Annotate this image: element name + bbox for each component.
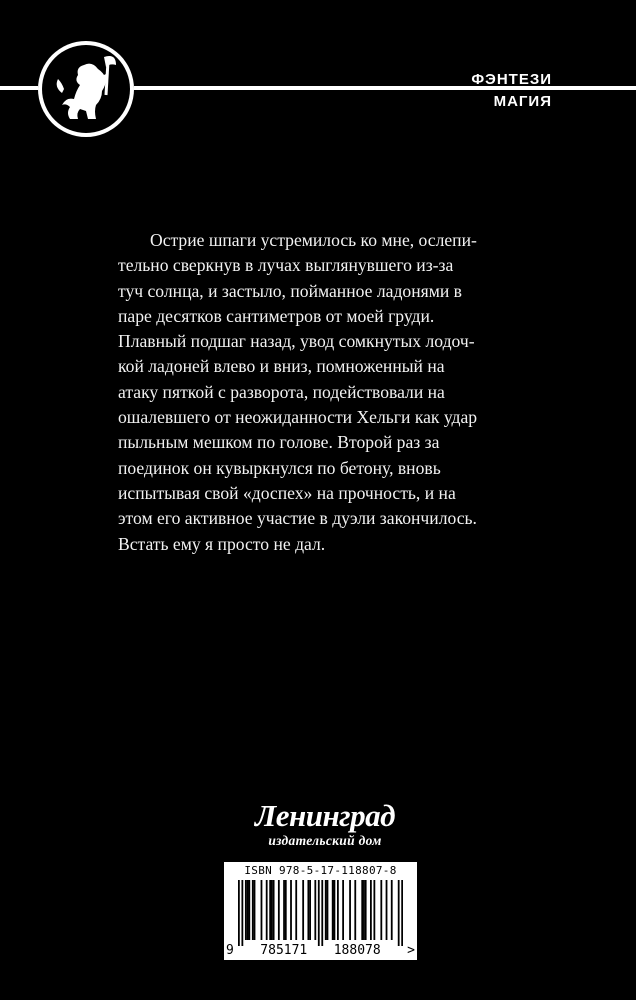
blurb-line: поединок он кувыркнулся по бетону, вновь [118,457,441,478]
barcode-bar [337,880,339,940]
barcode-bar [283,880,285,940]
blurb-line: туч солнца, и застыло, пойманное ладонями в [118,280,462,301]
barcode-bars [238,880,403,946]
barcode-bar [380,880,382,940]
barcode-bar [295,880,297,940]
barcode-bar [334,880,336,940]
genre-fantasy: ФЭНТЕЗИ [471,71,552,88]
barcode-bar [247,880,249,940]
barcode-bar [252,880,254,940]
blurb-line: Встать ему я просто не дал. [118,533,326,554]
top-rule-right [134,86,636,90]
blurb-line: кой ладоней влево и вниз, помноженный на [118,356,445,377]
blurb-line: паре десятков сантиметров от моей груди. [118,305,435,326]
barcode-bar [245,880,247,940]
publisher-subtitle: издательский дом [268,833,382,848]
barcode-bar [241,880,243,946]
barcode-bar [271,880,273,940]
barcode-bar [332,880,334,940]
back-cover-blurb [118,228,500,557]
barcode-block [224,862,417,960]
blurb-line: испытывая свой «доспех» на прочность, и на [118,482,456,503]
genre-labels [471,68,552,114]
blurb-line: ошалевшего от неожиданности Хельги как удар [118,407,478,428]
barcode-bar [354,880,356,940]
barcode-bar [278,880,280,940]
barcode-bar [327,880,329,940]
ean-tail-mark: > [407,943,415,958]
barcode-bar [302,880,304,940]
isbn-text: ISBN 978-5-17-118807-8 [244,864,397,877]
ean-digits [226,943,415,958]
barcode-bar [363,880,365,940]
barcode-bar [309,880,311,940]
publisher-logo [225,800,425,848]
barcode-bar [342,880,344,940]
genre-magic: МАГИЯ [493,93,552,110]
barcode-bar [361,880,363,940]
blurb-line: Острие шпаги устремилось ко мне, ослепи- [150,230,477,250]
top-rule-left [0,86,38,90]
blurb-line: этом его активное участие в дуэли закончилось. [118,508,477,529]
barcode-bar [349,880,351,940]
blurb-line: атаку пяткой с разворота, подействовали на [118,381,445,402]
barcode-bar [401,880,403,946]
barcode-bar [307,880,309,940]
barcode-bar [254,880,256,940]
blurb-line: пыльным мешком по голове. Второй раз за [118,432,440,453]
barcode-bar [370,880,372,940]
barcode-bar [273,880,275,940]
barcode-bar [266,880,268,940]
barcode-bar [269,880,271,940]
barcode-bar [285,880,287,940]
blurb-line: тельно сверкнув в лучах выглянувшего из-за [118,255,454,276]
barcode-bar [248,880,250,940]
blurb-line: Плавный подшаг назад, увод сомкнутых лодоч- [118,331,475,352]
barcode-bar [314,880,316,940]
barcode-bar [373,880,375,940]
barcode-bar [261,880,263,940]
ean-group-left: 785171 [260,943,308,958]
publisher-name: Ленинград [254,798,395,833]
ean-group-right: 188078 [333,943,381,958]
barcode-bar [290,880,292,940]
barcode-bar [391,880,393,940]
barcode-bar [238,880,240,946]
lion-with-axe-logo-icon [36,39,136,139]
ean-first-digit: 9 [226,943,234,958]
barcode-bar [321,880,323,946]
barcode-bar [318,880,320,946]
barcode-bar [325,880,327,940]
barcode-bar [365,880,367,940]
barcode-bar [386,880,388,940]
barcode-bar [398,880,400,946]
